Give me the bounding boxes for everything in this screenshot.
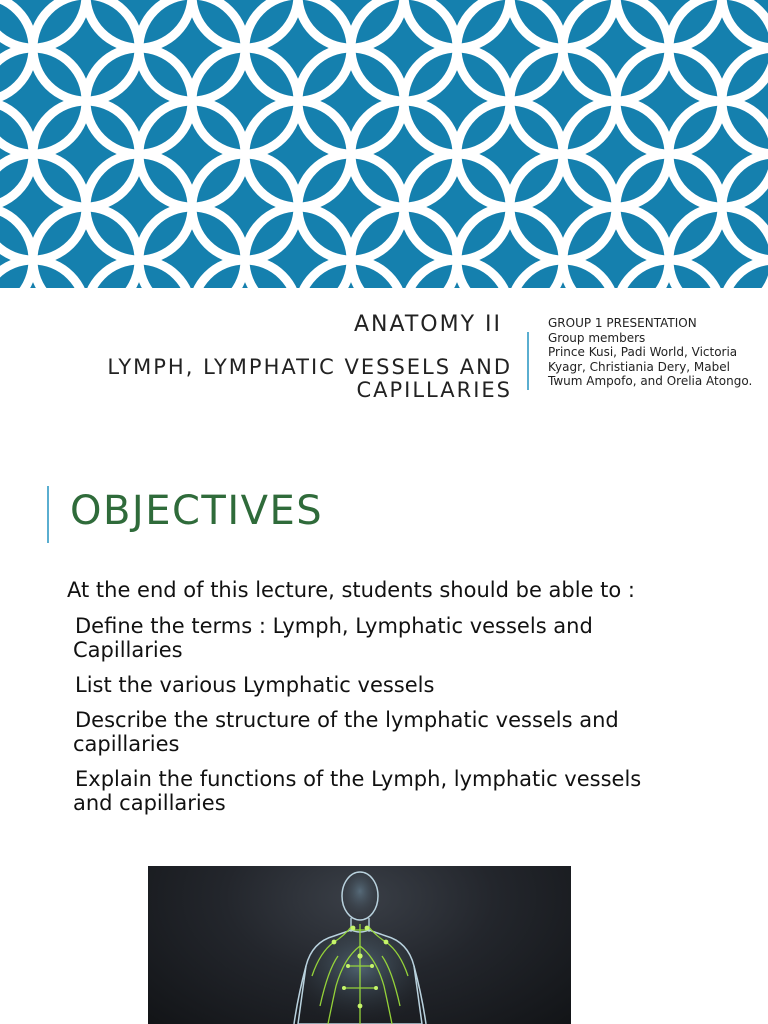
objective-item: Define the terms : Lymph, Lymphatic vessels and Capillaries xyxy=(73,614,593,662)
objective-item: Describe the structure of the lymphatic vessels and capillaries xyxy=(73,708,619,756)
objectives-list xyxy=(73,614,683,826)
presentation-title: ANATOMY II xyxy=(354,312,502,337)
group-members-block xyxy=(548,316,763,389)
objective-item: List the various Lymphatic vessels xyxy=(75,673,435,697)
lymphatic-system-image xyxy=(148,866,571,1024)
circle-lattice-pattern xyxy=(0,0,768,288)
presentation-subtitle: LYMPH, LYMPHATIC VESSELS AND CAPILLARIES xyxy=(107,355,512,402)
members-label: Group members xyxy=(548,330,646,345)
pattern-banner xyxy=(0,0,768,288)
human-body-icon xyxy=(148,866,571,1024)
group-label: GROUP 1 PRESENTATION xyxy=(548,316,697,330)
title-divider xyxy=(527,332,529,390)
objective-item: Explain the functions of the Lymph, lymphatic vessels and capillaries xyxy=(73,767,642,815)
objectives-accent-line xyxy=(47,486,49,543)
objectives-heading: OBJECTIVES xyxy=(70,488,324,534)
objectives-intro: At the end of this lecture, students should be able to : xyxy=(67,578,636,602)
members-names: Prince Kusi, Padi World, Victoria Kyagr, Christiania Dery, Mabel Twum Ampofo, and Orelia Atongo. xyxy=(548,345,753,388)
